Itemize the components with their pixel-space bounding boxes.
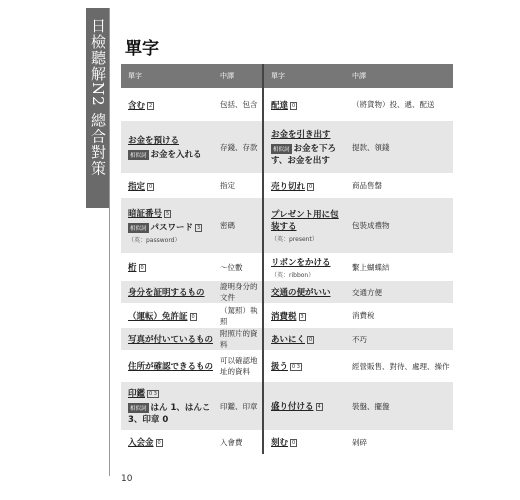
vocab-word: 扱う [271, 362, 289, 372]
page-number: 10 [121, 474, 133, 484]
right-meaning-cell: 繫上蝴蝶結 [352, 262, 390, 272]
table-row [121, 173, 453, 198]
right-meaning-cell: 剁碎 [352, 437, 367, 447]
accent-number: 0 [149, 183, 153, 190]
left-word-cell [121, 382, 213, 430]
vocab-word: 売り切れ [271, 181, 306, 192]
right-word-cell [263, 303, 345, 328]
accent-number: 0 [191, 313, 195, 320]
vocab-word: 盛り付ける [271, 402, 314, 412]
english-note: （英：present） [271, 236, 318, 243]
vocab-word: 配達 [271, 100, 289, 111]
right-meaning-cell: 包裝成禮物 [345, 198, 453, 253]
accent-number: 0 [140, 265, 144, 271]
synonym-word: お金を入れる [150, 150, 202, 160]
table-row [121, 253, 453, 281]
accent-number: 0 [157, 440, 161, 446]
right-meaning-cell: 提款、領錢 [345, 121, 453, 173]
table-row [121, 303, 453, 328]
left-meaning-cell: 可以確認地址的資料 [213, 350, 263, 382]
vocab-word: 含む [128, 100, 146, 111]
right-meaning-cell: 裝盤、擺盤 [345, 382, 453, 430]
table-body [121, 88, 453, 454]
synonym-line [128, 148, 213, 160]
accent-number: 0 [309, 183, 313, 190]
vocab-table [121, 64, 453, 454]
left-word-cell [121, 303, 213, 328]
vocab-word: 交通の便がいい [271, 288, 331, 298]
accent-number: 5 [166, 211, 170, 217]
right-meaning-cell: 經營販售、對待、處理、操作 [352, 361, 450, 371]
table-row [121, 430, 453, 454]
vocab-word: プレゼント用に包装する [271, 210, 339, 232]
left-meaning-cell: ～位數 [213, 253, 263, 281]
right-meaning-cell: 不巧 [345, 328, 453, 350]
left-meaning-cell: 包括、包含 [213, 88, 263, 121]
left-meaning-cell: 密碼 [213, 198, 263, 253]
left-word-cell [121, 430, 213, 454]
header-meaning-right: 中譯 [345, 64, 453, 88]
side-rule [109, 8, 110, 476]
right-word-cell [263, 121, 345, 173]
right-word-cell [263, 281, 345, 303]
synonym-line [128, 401, 213, 425]
synonym-word: パスワード [150, 223, 194, 233]
page-title: 單字 [125, 39, 159, 59]
table-row [121, 88, 453, 121]
vocab-word: お金を引き出す [271, 130, 331, 140]
left-meaning-cell: 存錢、存款 [213, 121, 263, 173]
vocab-word: 指定 [128, 181, 146, 192]
left-word-cell [121, 328, 213, 350]
left-meaning-cell: 入會費 [213, 430, 263, 454]
synonym-line [271, 142, 345, 166]
left-meaning-cell: 印鑑、印章 [213, 382, 263, 430]
vocab-word: 印鑑 [128, 389, 146, 399]
vocab-word: 桁 [128, 263, 137, 273]
synonym-word: はん 1、はんこ 3、印章 0 [128, 403, 211, 425]
header-word-right: 單字 [263, 64, 345, 88]
synonym-badge: 相似詞 [128, 403, 149, 413]
english-note: （英：password） [128, 237, 181, 244]
right-word-cell [263, 382, 345, 430]
left-meaning-cell: 證明身分的文件 [213, 281, 263, 303]
left-word-cell [121, 198, 213, 253]
header-meaning-left: 中譯 [213, 64, 263, 88]
synonym-word: お金を下ろす、お金を出す [271, 144, 337, 166]
header-word-left: 單字 [121, 64, 213, 88]
vocab-word: 写真が付いているもの [128, 335, 214, 345]
right-word-cell [263, 198, 345, 253]
accent-number: 2 [149, 102, 153, 109]
right-meaning-cell: 消費稅 [352, 311, 375, 320]
accent-number: 3 [197, 225, 201, 231]
left-meaning-cell: 附照片的資料 [213, 328, 263, 350]
table-header-row [121, 64, 453, 88]
vocab-word: 暗証番号 [128, 209, 163, 219]
left-word-cell [121, 88, 213, 121]
accent-number: 0 [292, 102, 296, 109]
synonym-line [128, 221, 213, 233]
right-word-cell [263, 350, 345, 382]
synonym-badge: 相似詞 [128, 223, 149, 233]
vocab-word: あいにく [271, 335, 306, 345]
accent-number: 3 [300, 313, 304, 320]
vocab-word: 身分を証明するもの [128, 288, 205, 298]
right-word-cell [263, 173, 345, 198]
accent-number: 0 3 [149, 391, 157, 397]
table-row [121, 350, 453, 382]
vocab-word: 刻む [271, 438, 289, 448]
accent-number: 0 [309, 337, 313, 343]
vocab-word: 入会金 [128, 438, 154, 448]
synonym-badge: 相似詞 [128, 150, 149, 160]
left-meaning-cell: （駕照）執照 [213, 303, 263, 328]
right-word-cell [263, 430, 345, 454]
table-row [121, 382, 453, 430]
right-meaning-cell: 交通方便 [345, 281, 453, 303]
left-word-cell [121, 350, 213, 382]
synonym-badge: 相似詞 [271, 144, 292, 154]
left-meaning-cell: 指定 [213, 173, 263, 198]
left-word-cell [121, 253, 213, 281]
table-row [121, 121, 453, 173]
table-row [121, 328, 453, 350]
left-word-cell [121, 121, 213, 173]
right-word-cell [263, 328, 345, 350]
right-meaning-cell: 商品售罄 [352, 181, 382, 190]
accent-number: 0 3 [292, 364, 300, 370]
vocab-word: 住所が確認できるもの [128, 362, 214, 372]
table-row [121, 198, 453, 253]
right-meaning-cell: （將貨物）投、遞、配送 [352, 100, 435, 109]
side-title-text: 日檢聽解N2 總合對策 [89, 18, 107, 177]
vocab-word: お金を預ける [128, 136, 180, 146]
english-note: （英：ribbon） [271, 271, 315, 279]
vocab-word: 消費税 [271, 311, 297, 322]
accent-number: 4 [317, 404, 321, 410]
table-row [121, 281, 453, 303]
accent-number: 0 [292, 440, 296, 446]
left-word-cell [121, 173, 213, 198]
vocab-word: リボンをかける [271, 257, 331, 268]
side-title-tab [86, 8, 110, 208]
left-word-cell [121, 281, 213, 303]
right-word-cell [263, 253, 345, 281]
right-word-cell [263, 88, 345, 121]
vocab-word: （運転）免許証 [128, 311, 188, 322]
